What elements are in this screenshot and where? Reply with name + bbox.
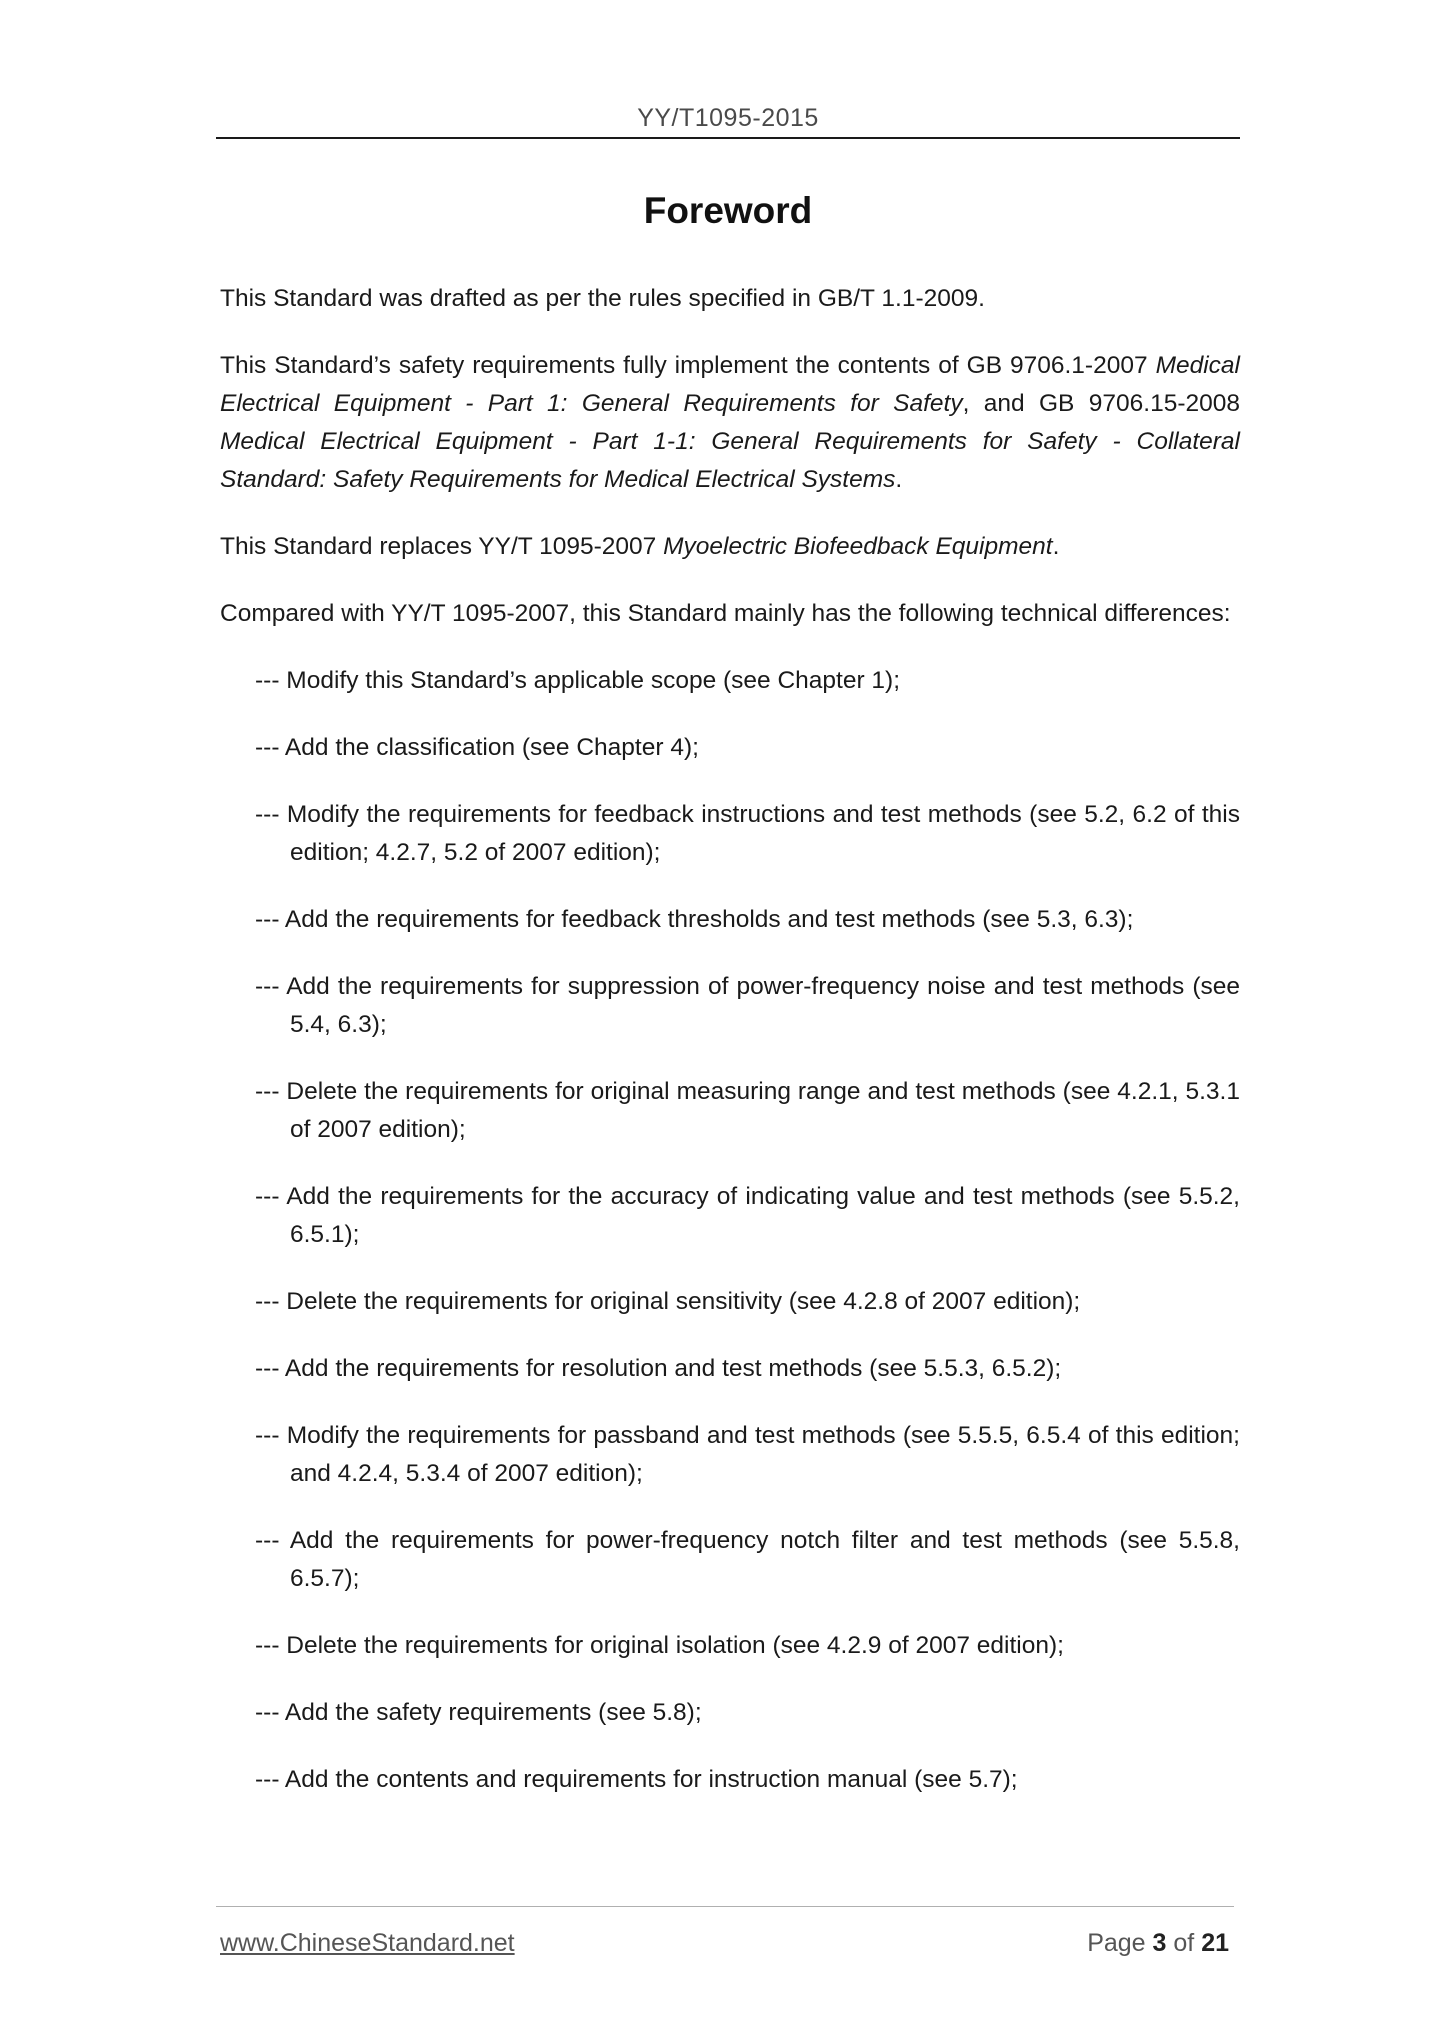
referenced-title-yyt1095-2007: Myoelectric Biofeedback Equipment [663,533,1053,560]
referenced-title-gb9706-15: Medical Electrical Equipment - Part 1-1: General Requirements for Safety - Collateral Standard: Safety Requirements for Medical Electrical Systems [220,428,1240,493]
list-item: --- Add the requirements for feedback thresholds and test methods (see 5.3, 6.3); [255,906,1134,933]
footer-website-link[interactable]: www.ChineseStandard.net [220,1929,515,1957]
list-item: --- Add the safety requirements (see 5.8); [255,1699,702,1726]
paragraph-text: This Standard’s safety requirements fully implement the contents of GB 9706.1-2007 [220,352,1156,379]
page-number [1087,1929,1229,1958]
paragraph-text: This Standard was drafted as per the rules specified in GB/T 1.1-2009. [220,285,985,312]
list-item: --- Modify the requirements for feedback instructions and test methods (see 5.2, 6.2 of this edition; 4.2.7, 5.2 of 2007 edition); [255,801,1240,866]
paragraph-safety-requirements [220,347,1240,499]
header-standard-code: YY/T1095-2015 [637,104,819,132]
list-item: --- Add the requirements for resolution and test methods (see 5.5.3, 6.5.2); [255,1355,1062,1382]
referenced-title-gb9706-1: Medical Electrical Equipment - Part 1: General Requirements for Safety [220,352,1240,417]
list-item: --- Delete the requirements for original isolation (see 4.2.9 of 2007 edition); [255,1632,1064,1659]
paragraph-differences-intro [220,595,1240,633]
total-pages: 21 [1201,1929,1229,1957]
list-item: --- Add the requirements for suppression of power-frequency noise and test methods (see 5.4, 6.3); [255,973,1240,1038]
list-item: --- Modify the requirements for passband and test methods (see 5.5.5, 6.5.4 of this edition; and 4.2.4, 5.3.4 of 2007 edition); [255,1422,1240,1487]
list-item: --- Add the requirements for power-frequency notch filter and test methods (see 5.5.8, 6.5.7); [255,1527,1240,1592]
current-page: 3 [1152,1929,1167,1957]
header-divider [216,137,1240,139]
document-body [220,280,1240,1799]
paragraph-text: , and GB 9706.15-2008 [962,390,1240,417]
page-prefix: Page [1087,1929,1153,1957]
footer-divider [216,1906,1234,1907]
paragraph-replaces [220,528,1240,566]
list-item: --- Add the classification (see Chapter 4); [255,734,699,761]
page-separator: of [1166,1929,1202,1957]
paragraph-text: . [895,466,903,493]
list-item: --- Add the requirements for the accuracy of indicating value and test methods (see 5.5.2, 6.5.1); [255,1183,1240,1248]
paragraph-drafting-rules [220,280,1240,318]
paragraph-text: Compared with YY/T 1095-2007, this Standard mainly has the following technical differences: [220,600,1231,627]
page-title: Foreword [643,190,813,231]
list-item: --- Delete the requirements for original sensitivity (see 4.2.8 of 2007 edition); [255,1288,1081,1315]
list-item: --- Add the contents and requirements for instruction manual (see 5.7); [255,1766,1018,1793]
paragraph-text: This Standard replaces YY/T 1095-2007 [220,533,664,560]
list-item: --- Delete the requirements for original measuring range and test methods (see 4.2.1, 5.3.1 of 2007 edition); [255,1078,1240,1143]
paragraph-text: . [1052,533,1060,560]
differences-list [220,662,1240,1799]
list-item: --- Modify this Standard’s applicable scope (see Chapter 1); [255,667,901,694]
